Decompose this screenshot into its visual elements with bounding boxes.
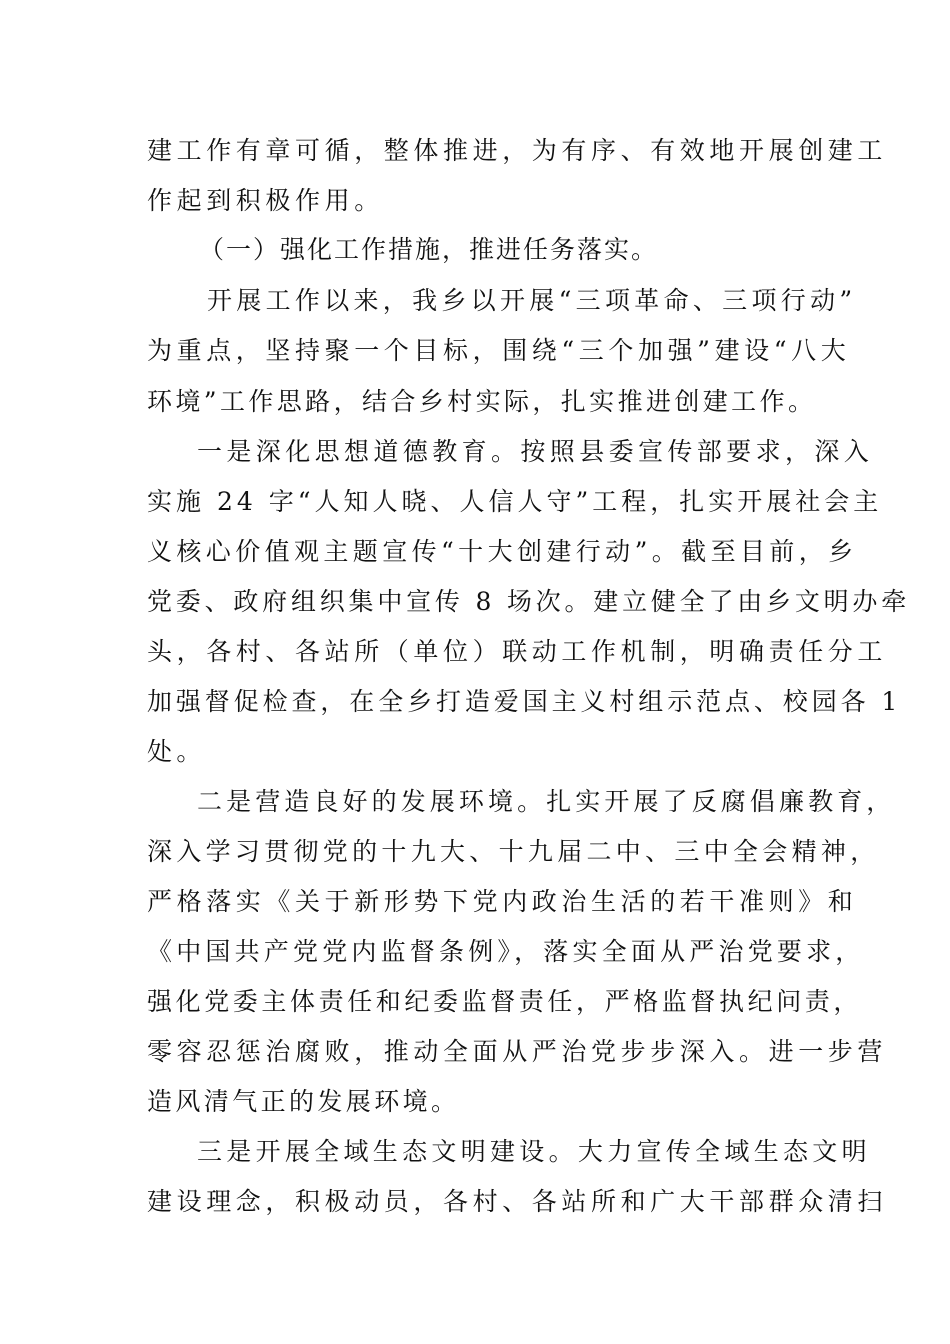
text-line: 处。 — [147, 737, 206, 766]
text-line: 深入学习贯彻党的十九大、十九届二中、三中全会精神， — [147, 837, 880, 866]
text-line: 头，各村、各站所（单位）联动工作机制，明确责任分工 — [147, 637, 888, 666]
text-line: 建工作有章可循，整体推进，为有序、有效地开展创建工 — [147, 136, 888, 165]
text-line: 作起到积极作用。 — [147, 186, 384, 215]
text-line: 加强督促检查，在全乡打造爱国主义村组示范点、校园各 1 — [147, 687, 902, 716]
text-line: 二是营造良好的发展环境。扎实开展了反腐倡廉教育， — [197, 787, 896, 816]
text-line: 为重点，坚持聚一个目标，围绕“三个加强”建设“八大 — [147, 336, 851, 365]
text-line: 零容忍惩治腐败，推动全面从严治党步步深入。进一步营 — [147, 1037, 888, 1066]
text-line: 三是开展全域生态文明建设。大力宣传全域生态文明 — [197, 1137, 871, 1166]
text-line: 造风清气正的发展环境。 — [147, 1087, 460, 1116]
text-line: 一是深化思想道德教育。按照县委宣传部要求，深入 — [197, 437, 874, 466]
text-line: 强化党委主体责任和纪委监督责任，严格监督执纪问责， — [147, 987, 863, 1016]
text-line: 建设理念，积极动员，各村、各站所和广大干部群众清扫 — [147, 1187, 888, 1216]
text-line: 党委、政府组织集中宣传 8 场次。建立健全了由乡文明办牵 — [147, 587, 910, 616]
text-line: 《中国共产党党内监督条例》，落实全面从严治党要求， — [147, 937, 865, 966]
text-line: 开展工作以来，我乡以开展“三项革命、三项行动” — [207, 286, 857, 315]
text-line: 义核心价值观主题宣传“十大创建行动”。截至目前，乡 — [147, 537, 858, 566]
text-line: 环境”工作思路，结合乡村实际，扎实推进创建工作。 — [147, 387, 817, 416]
text-line: 严格落实《关于新形势下党内政治生活的若干准则》和 — [147, 887, 858, 916]
section-heading: （一）强化工作措施，推进任务落实。 — [199, 235, 659, 264]
text-line: 实施 24 字“人知人晓、人信人守”工程，扎实开展社会主 — [147, 487, 883, 516]
